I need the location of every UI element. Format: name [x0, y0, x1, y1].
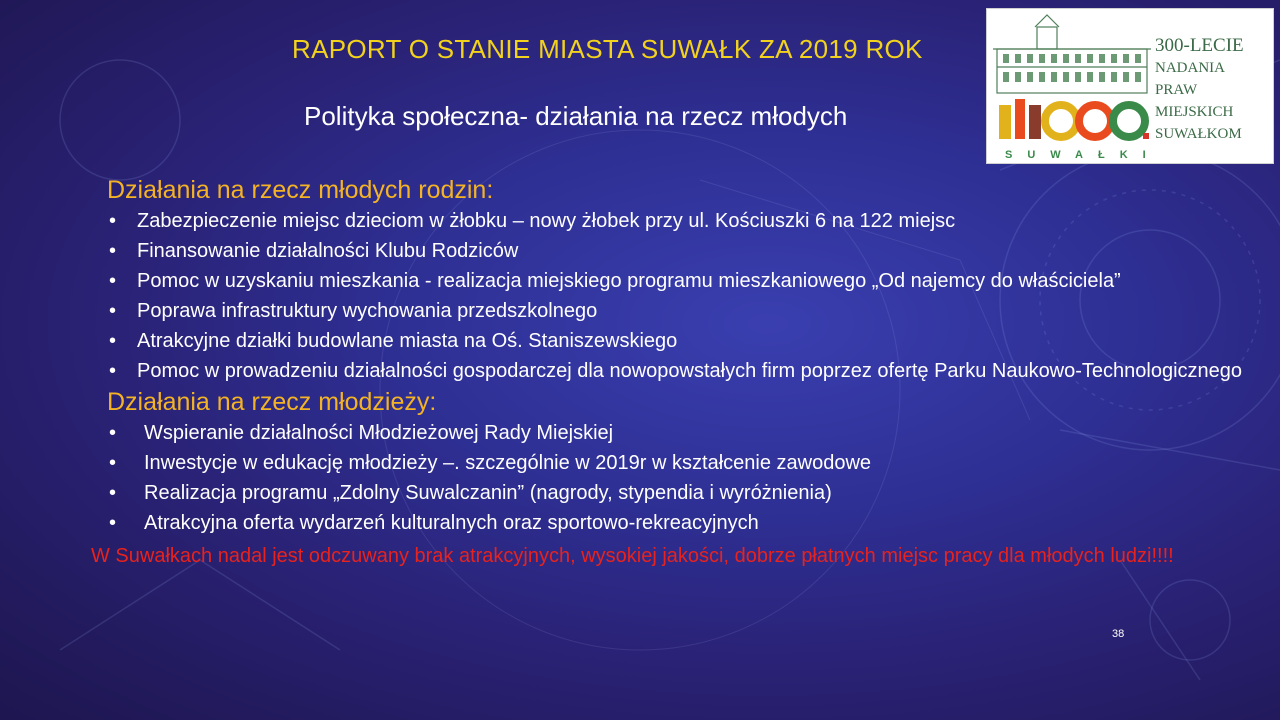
slide-subtitle: Polityka społeczna- działania na rzecz młodych	[304, 101, 848, 131]
bullet-list-youth	[107, 418, 1257, 538]
list-item: • Atrakcyjna oferta wydarzeń kulturalnych oraz sportowo-rekreacyjnych	[107, 508, 1257, 538]
slide-body	[91, 174, 1257, 571]
list-item: • Pomoc w prowadzeniu działalności gospodarczej dla nowopowstałych firm poprzez ofertę Parku Naukowo-Technologicznego	[107, 356, 1257, 386]
list-item: • Poprawa infrastruktury wychowania przedszkolnego	[107, 296, 1257, 326]
list-item: • Finansowanie działalności Klubu Rodziców	[107, 236, 1257, 266]
list-item: • Realizacja programu „Zdolny Suwalczanin” (nagrody, stypendia i wyróżnienia)	[107, 478, 1257, 508]
highlight-note: W Suwałkach nadal jest odczuwany brak atrakcyjnych, wysokiej jakości, dobrze płatnych miejsc pracy dla młodych ludzi!!!!	[91, 545, 1174, 567]
logo-line: MIEJSKICH	[1155, 104, 1234, 120]
bullet-list-young-families	[107, 206, 1257, 386]
section-heading-young-families: Działania na rzecz młodych rodzin:	[107, 176, 494, 204]
list-item: • Wspieranie działalności Młodzieżowej Rady Miejskiej	[107, 418, 1257, 448]
list-item: • Pomoc w uzyskaniu mieszkania - realizacja miejskiego programu mieszkaniowego „Od najemcy do właściciela”	[107, 266, 1257, 296]
logo-line: PRAW	[1155, 82, 1198, 98]
slide-title: RAPORT O STANIE MIASTA SUWAŁK ZA 2019 ROK	[292, 34, 923, 64]
anniversary-logo	[986, 8, 1274, 164]
section-heading-youth: Działania na rzecz młodzieży:	[107, 388, 437, 416]
logo-word: SUWAŁKI	[1005, 149, 1161, 161]
list-item: • Zabezpieczenie miejsc dzieciom w żłobku – nowy żłobek przy ul. Kościuszki 6 na 122 miejsc	[107, 206, 1257, 236]
logo-line: 300-LECIE	[1155, 35, 1244, 56]
list-item: • Atrakcyjne działki budowlane miasta na Oś. Staniszewskiego	[107, 326, 1257, 356]
page-number: 38	[1112, 628, 1125, 640]
logo-caption	[1155, 35, 1271, 145]
list-item: • Inwestycje w edukację młodzieży –. szczególnie w 2019r w kształcenie zawodowe	[107, 448, 1257, 478]
logo-line: SUWAŁKOM	[1155, 126, 1242, 142]
logo-line: NADANIA	[1155, 60, 1225, 76]
